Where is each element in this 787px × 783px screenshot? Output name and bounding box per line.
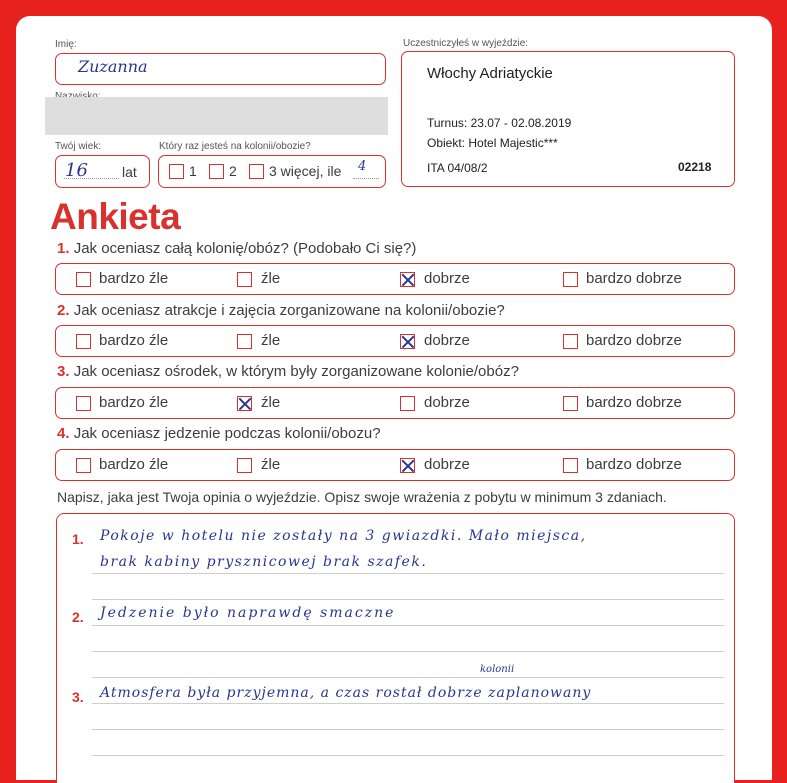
answer-2-number: 2. (72, 609, 84, 625)
q3-label-bardzo-zle: bardzo źle (99, 394, 169, 411)
q1-label-dobrze: dobrze (424, 270, 470, 287)
question-4-number: 4. (57, 425, 70, 442)
q1-option-bardzo-zle[interactable] (76, 272, 91, 287)
trip-code: ITA 04/08/2 (427, 161, 488, 175)
q2-option-bardzo-zle[interactable] (76, 334, 91, 349)
q3-label-bardzo-dobrze: bardzo dobrze (586, 394, 682, 411)
times-label: Który raz jesteś na kolonii/obozie? (159, 141, 311, 152)
trip-turnus: Turnus: 23.07 - 02.08.2019 (427, 116, 572, 130)
q3-option-dobrze[interactable] (400, 396, 415, 411)
opinion-box[interactable] (56, 513, 735, 783)
q1-option-dobrze[interactable] (400, 272, 415, 287)
question-2 (57, 302, 505, 319)
question-3 (57, 363, 519, 380)
times-2-label: 2 (229, 163, 237, 179)
q3-label-dobrze: dobrze (424, 394, 470, 411)
question-3-number: 3. (57, 363, 70, 380)
answer-2-line-1: Jedzenie było naprawdę smaczne (100, 605, 396, 621)
trip-destination: Włochy Adriatyckie (427, 65, 553, 82)
q2-label-zle: źle (261, 332, 281, 349)
q2-label-bardzo-dobrze: bardzo dobrze (586, 332, 682, 349)
q1-label-zle: źle (261, 270, 281, 287)
q3-label-zle: źle (261, 394, 281, 411)
q4-option-zle[interactable] (237, 458, 252, 473)
q2-option-dobrze[interactable] (400, 334, 415, 349)
question-3-text: Jak oceniasz ośrodek, w którym były zorganizowane kolonie/obóz? (73, 363, 519, 380)
answer-1-line-2: brak kabiny prysznicowej brak szafek. (100, 554, 428, 570)
times-3-checkbox[interactable] (249, 164, 264, 179)
age-label: Twój wiek: (55, 141, 102, 152)
times-field (158, 155, 386, 188)
q4-label-bardzo-zle: bardzo źle (99, 456, 169, 473)
ruled-line (92, 703, 724, 704)
name-label: Imię: (55, 39, 77, 50)
age-field[interactable] (55, 155, 150, 188)
q2-option-zle[interactable] (237, 334, 252, 349)
question-1-text: Jak oceniasz całą kolonię/obóz? (Podobało Ci się?) (73, 240, 417, 257)
question-3-options (55, 387, 735, 419)
question-1-number: 1. (57, 240, 70, 257)
question-2-text: Jak oceniasz atrakcje i zajęcia zorganizowane na kolonii/obozie? (73, 302, 505, 319)
times-3-label: 3 więcej, ile (269, 163, 342, 179)
name-field[interactable] (55, 53, 386, 85)
name-value: Zuzanna (78, 57, 148, 76)
redacted-surname (45, 97, 388, 135)
ruled-line (92, 651, 724, 652)
q3-option-bardzo-dobrze[interactable] (563, 396, 578, 411)
trip-box (401, 51, 735, 187)
question-2-options (55, 325, 735, 357)
q4-option-dobrze[interactable] (400, 458, 415, 473)
answer-1-line-1: Pokoje w hotelu nie zostały na 3 gwiazdki. Mało miejsca, (100, 528, 587, 544)
opinion-prompt: Napisz, jaka jest Twoja opinia o wyjeździe. Opisz swoje wrażenia z pobytu w minimum 3 zdaniach. (57, 489, 667, 505)
question-4 (57, 425, 381, 442)
times-2-checkbox[interactable] (209, 164, 224, 179)
ruled-line (92, 677, 724, 678)
answer-3-insert: kolonii (480, 664, 515, 675)
times-dotline (353, 178, 379, 179)
times-value: 4 (358, 159, 367, 174)
question-2-number: 2. (57, 302, 70, 319)
times-1-label: 1 (189, 163, 197, 179)
q4-label-zle: źle (261, 456, 281, 473)
q2-label-bardzo-zle: bardzo źle (99, 332, 169, 349)
answer-3-number: 3. (72, 689, 84, 705)
age-value: 16 (65, 160, 88, 181)
survey-title: Ankieta (50, 196, 181, 237)
times-1-checkbox[interactable] (169, 164, 184, 179)
q1-option-zle[interactable] (237, 272, 252, 287)
question-1 (57, 240, 416, 257)
q3-option-zle[interactable] (237, 396, 252, 411)
q1-label-bardzo-dobrze: bardzo dobrze (586, 270, 682, 287)
answer-3-line-1: Atmosfera była przyjemna, a czas rostał dobrze zaplanowany (100, 685, 592, 701)
question-4-text: Jak oceniasz jedzenie podczas kolonii/obozu? (73, 425, 381, 442)
ruled-line (92, 625, 724, 626)
question-1-options (55, 263, 735, 295)
participated-label: Uczestniczyłeś w wyjeździe: (403, 38, 529, 49)
q1-label-bardzo-zle: bardzo źle (99, 270, 169, 287)
q2-label-dobrze: dobrze (424, 332, 470, 349)
trip-number: 02218 (678, 160, 712, 174)
q1-option-bardzo-dobrze[interactable] (563, 272, 578, 287)
answer-1-number: 1. (72, 531, 84, 547)
q4-label-bardzo-dobrze: bardzo dobrze (586, 456, 682, 473)
q2-option-bardzo-dobrze[interactable] (563, 334, 578, 349)
q4-label-dobrze: dobrze (424, 456, 470, 473)
question-4-options (55, 449, 735, 481)
ruled-line (92, 729, 724, 730)
q4-option-bardzo-zle[interactable] (76, 458, 91, 473)
q3-option-bardzo-zle[interactable] (76, 396, 91, 411)
trip-obiekt: Obiekt: Hotel Majestic*** (427, 136, 558, 150)
ruled-line (92, 599, 724, 600)
q4-option-bardzo-dobrze[interactable] (563, 458, 578, 473)
ruled-line (92, 755, 724, 756)
ruled-line (92, 573, 724, 574)
age-unit: lat (122, 164, 137, 180)
